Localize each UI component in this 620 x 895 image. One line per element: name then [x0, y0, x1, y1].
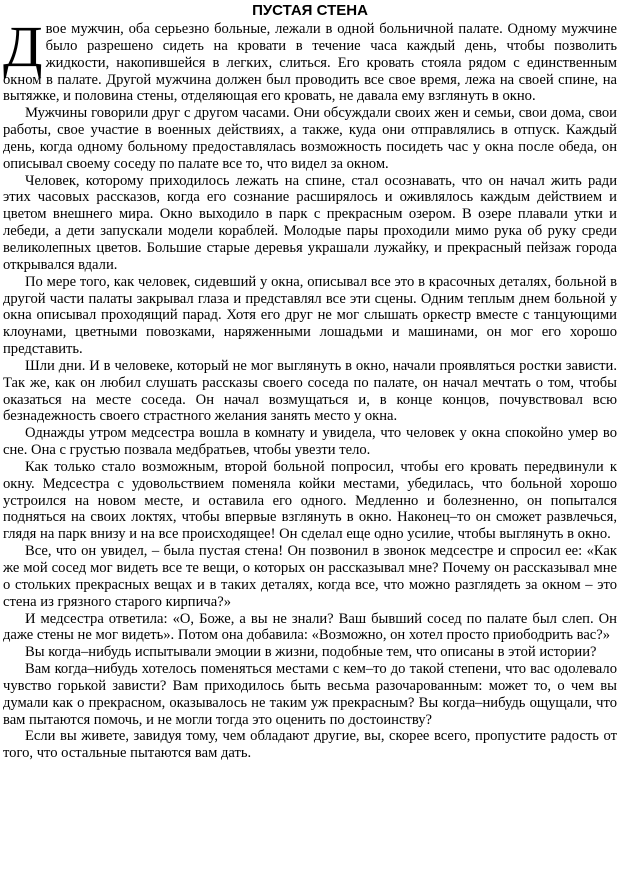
paragraph-12: Если вы живете, завидуя тому, чем обладают другие, вы, скорее всего, пропустите радость от того, что остальные пытаются вам дать.	[3, 728, 617, 762]
paragraph-10: Вы когда–нибудь испытывали эмоции в жизни, подобные тем, что описаны в этой истории?	[25, 644, 597, 661]
paragraph-5: Шли дни. И в человеке, который не мог выглянуть в окно, начали проявляться ростки зависти. Так же, как он любил слушать рассказы своего соседа по палате, он начал мечтать о том, чтобы оказаться на месте соседа. Он начал возмущаться и, в конце концов, почувствовал всю безнадежность своего страстного желания занять место у окна.	[3, 357, 617, 425]
paragraph-3: Человек, которому приходилось лежать на спине, стал осознавать, что он начал жить ради этих часовых рассказов, когда его сознание расширялось и оживлялось каждым действием и цветом внешнего мира. Окно выходило в парк с прекрасным озером. В озере плавали утки и лебеди, а дети запускали модели кораблей. Молодые пары проходили мимо рука об руку среди великолепных цветов. Большие старые деревья украшали лужайку, и прекрасный пейзаж города открывался вдали.	[3, 172, 617, 273]
paragraph-2: Мужчины говорили друг с другом часами. Они обсуждали своих жен и семьи, свои дома, свои работы, свое участие в военных действиях, а также, куда они отправлялись в отпуск. Каждый день, когда одному больному предоставлялась возможность посидеть час у окна после обеда, он описывал своему соседу по палате все то, что видел за окном.	[3, 105, 617, 172]
drop-cap: Д	[3, 14, 43, 79]
paragraph-11: Вам когда–нибудь хотелось поменяться местами с кем–то до такой степени, что вас одолевало чувство горькой зависти? Вам приходилось быть весьма разочарованным: может то, о чем вы думали как о прекрасном, оказывалось не таким уж прекрасным? Вы когда–нибудь ощущали, что вам пытаются помочь, и не могли тогда это оценить по достоинству?	[3, 661, 617, 728]
paragraph-6: Однажды утром медсестра вошла в комнату и увидела, что человек у окна спокойно умер во сне. Она с грустью позвала медбратьев, чтобы увезти тело.	[3, 425, 617, 459]
paragraph-8: Все, что он увидел, – была пустая стена! Он позвонил в звонок медсестре и спросил ее: «Как же мой сосед мог видеть все те вещи, о которых он рассказывал мне? Почему он рассказывал мне о стольких прекрасных вещах и в таких деталях, когда все, что можно разглядеть за окном – это стена из грязного старого кирпича?»	[3, 543, 617, 610]
paragraph-9: И медсестра ответила: «О, Боже, а вы не знали? Ваш бывший сосед по палате был слеп. Он даже стены не мог видеть». Потом она добавила: «Возможно, он хотел просто приободрить вас?»	[3, 610, 617, 644]
paragraph-7: Как только стало возможным, второй больной попросил, чтобы его кровать передвинули к окну. Медсестра с удовольствием поменяла койки местами, убедилась, что больной хорошо устроился на новом месте, и оставила его одного. Медленно и болезненно, он попытался подняться на своих локтях, чтобы впервые взглянуть в окно. Наконец–то он сможет развлечься, глядя на парк внизу и на все происходящее! Он сделал еще одно усилие, чтобы выглянуть в окно.	[3, 458, 617, 543]
paragraph-4: По мере того, как человек, сидевший у окна, описывал все это в красочных деталях, больной в другой части палаты закрывал глаза и представлял все эти сцены. Одним теплым днем больной у окна описывал проходящий парад. Хотя его друг не мог слышать оркестр вместе с танцующими клоунами, цветными повозками, наряженными лошадьми и машинами, он мог его хорошо представить.	[3, 273, 617, 358]
story-title: ПУСТАЯ СТЕНА	[252, 2, 368, 19]
paragraph-1-text: вое мужчин, оба серьезно больные, лежали в одной больничной палате. Одному мужчине было разрешено сидеть на кровати в течение часа каждый день, чтобы позволить жидкости, накопившейся в легких, слиться. Его кровать стояла рядом с единственным окном в палате. Другой мужчина должен был проводить все свое время, лежа на своей спине, на вытяжке, и половина стены, отделяющая его кровать, не давала ему взглянуть в окно.	[3, 21, 617, 105]
paragraph-1	[3, 14, 617, 105]
